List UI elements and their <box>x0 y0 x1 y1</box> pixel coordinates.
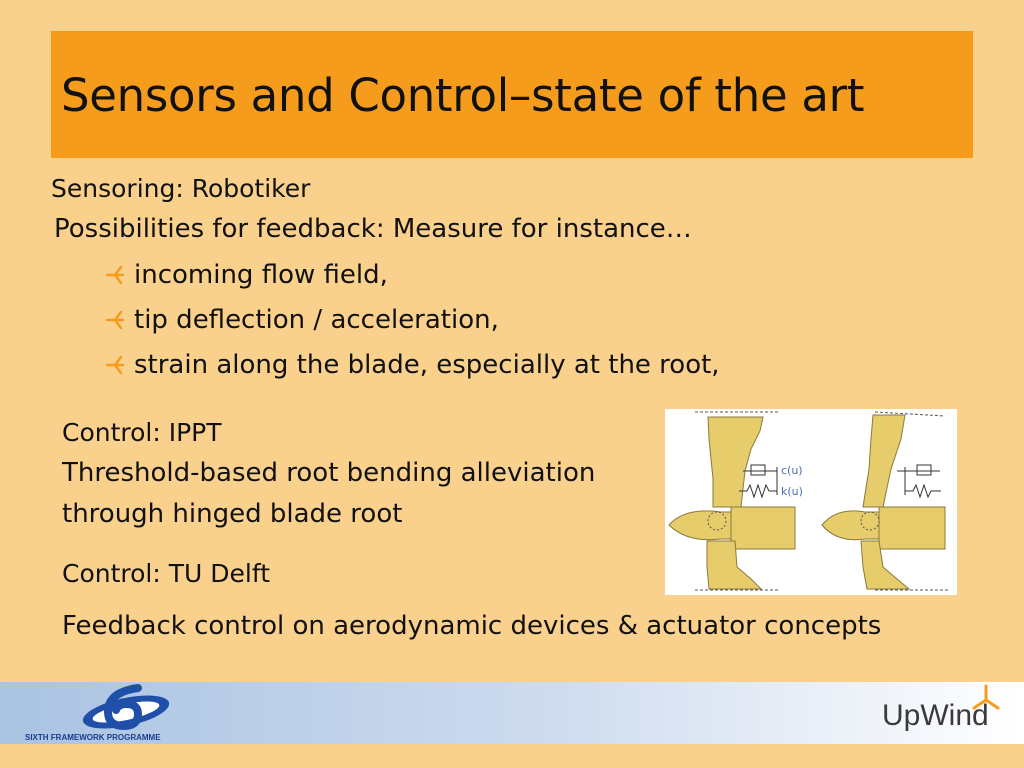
hinged-blade-diagram <box>665 409 957 595</box>
title-bar <box>51 31 973 158</box>
damper-label: c(u) <box>781 464 803 477</box>
turbine-bullet-icon <box>104 309 126 331</box>
bullet-text: strain along the blade, especially at the root, <box>134 350 720 380</box>
bullet-item <box>104 260 388 290</box>
bullet-item <box>104 305 499 335</box>
control-ippt-text-line1: Threshold-based root bending alleviation <box>62 458 596 488</box>
sensoring-intro: Possibilities for feedback: Measure for instance… <box>54 214 692 244</box>
control-ippt-text-line2: through hinged blade root <box>62 499 403 529</box>
upwind-brand: UpWind <box>882 699 989 732</box>
sixth-framework-logo <box>78 684 174 732</box>
sensoring-heading: Sensoring: Robotiker <box>51 174 311 203</box>
bullet-text: tip deflection / acceleration, <box>134 305 499 335</box>
slide-title: Sensors and Control–state of the art <box>61 69 865 122</box>
bullet-text: incoming flow field, <box>134 260 388 290</box>
turbine-bullet-icon <box>104 264 126 286</box>
spring-label: k(u) <box>781 485 803 498</box>
hinged-blade-root-figure <box>665 409 957 595</box>
programme-label: SIXTH FRAMEWORK PROGRAMME <box>25 733 161 742</box>
bullet-item <box>104 350 720 380</box>
control-ippt-heading: Control: IPPT <box>62 418 222 447</box>
control-tudelft-heading: Control: TU Delft <box>62 559 270 588</box>
control-tudelft-text: Feedback control on aerodynamic devices & actuator concepts <box>62 611 882 641</box>
turbine-bullet-icon <box>104 354 126 376</box>
